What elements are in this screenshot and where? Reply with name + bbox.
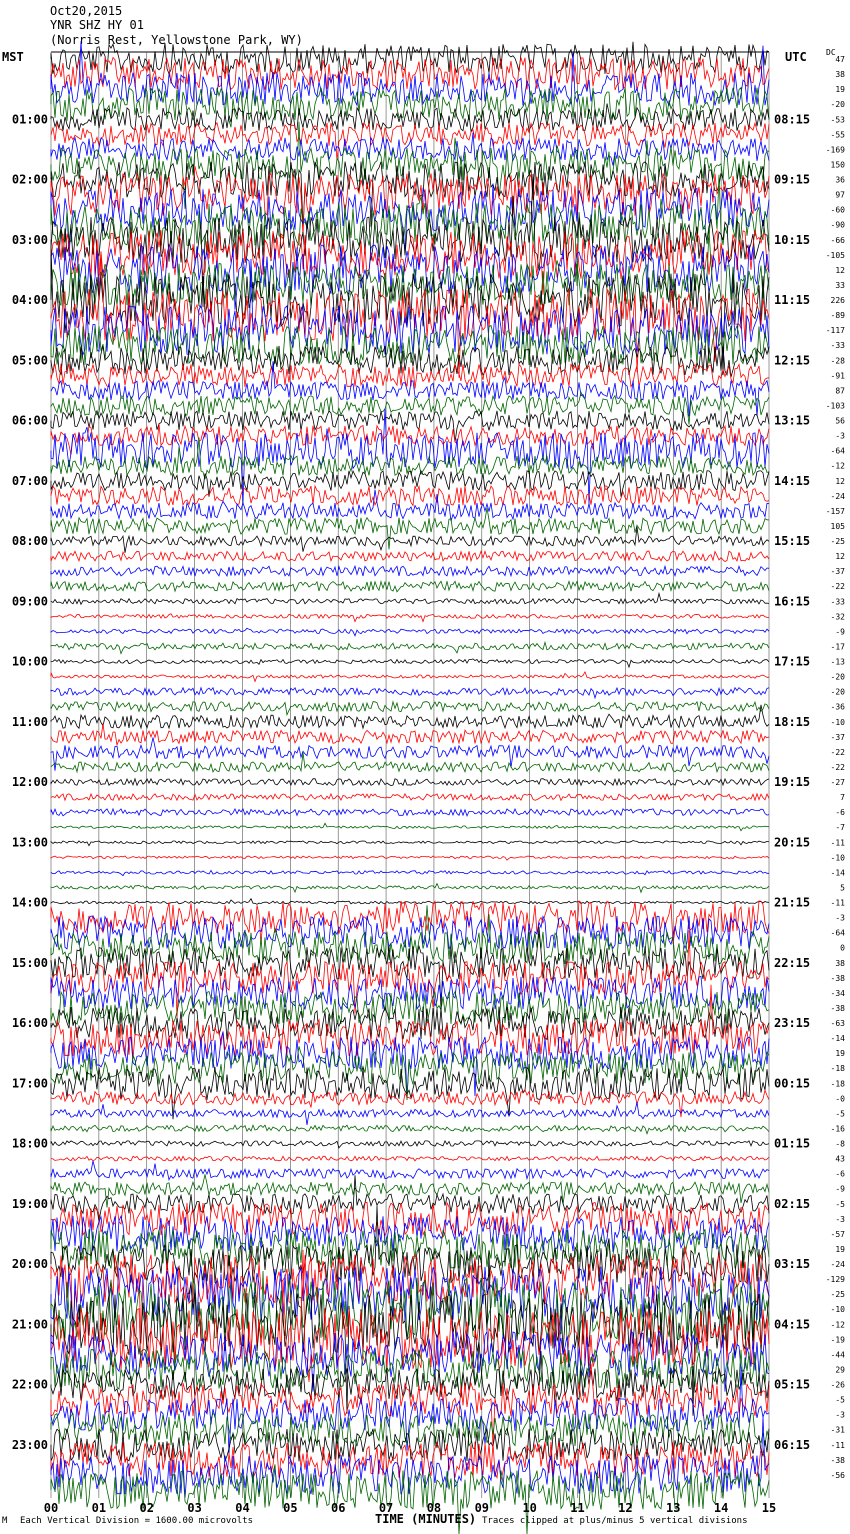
trace-row	[51, 122, 769, 209]
x-tick-label: 08	[426, 1501, 442, 1515]
utc-hour-label: 01:15	[774, 1136, 811, 1151]
trace-row	[51, 58, 769, 91]
dc-offset-label: -66	[830, 235, 845, 245]
utc-hour-label: 21:15	[774, 895, 811, 910]
dc-offset-label: -129	[825, 1275, 845, 1285]
dc-offset-label: -5	[835, 1199, 845, 1209]
dc-offset-title: DC	[826, 48, 836, 57]
dc-offset-label: 105	[830, 521, 845, 531]
dc-offset-label: -117	[825, 326, 845, 336]
trace-row	[51, 899, 769, 905]
mst-hour-label: 21:00	[11, 1317, 48, 1332]
dc-offset-label: -9	[835, 1184, 845, 1194]
x-tick-label: 03	[187, 1501, 202, 1515]
dc-offset-label: -3	[835, 913, 845, 923]
x-tick-label: 04	[235, 1501, 250, 1515]
mst-hour-label: 23:00	[11, 1437, 48, 1452]
dc-offset-label: -5	[835, 1109, 845, 1119]
mst-hour-label: 02:00	[11, 172, 48, 187]
dc-offset-label: -27	[830, 778, 845, 787]
utc-hour-label: 18:15	[774, 714, 811, 729]
dc-offset-label: -22	[830, 747, 845, 757]
utc-hour-label: 10:15	[774, 232, 811, 247]
trace-row	[51, 42, 769, 74]
x-tick-label: 11	[570, 1501, 585, 1515]
trace-row	[51, 1161, 769, 1180]
utc-hour-label: 02:15	[774, 1196, 811, 1211]
dc-offset-label: -37	[830, 567, 845, 577]
station-code: YNR SHZ HY 01	[50, 18, 144, 32]
dc-offset-label: -7	[835, 823, 845, 833]
dc-offset-label: -26	[830, 1380, 845, 1390]
dc-offset-label: -25	[830, 1290, 845, 1300]
utc-hour-label: 16:15	[774, 594, 811, 609]
dc-offset-label: -12	[830, 1320, 845, 1330]
dc-offset-label: -12	[830, 461, 845, 471]
dc-offset-label: -5	[835, 1395, 845, 1405]
mst-hour-label: 07:00	[11, 473, 48, 488]
dc-offset-label: -0	[835, 1094, 845, 1104]
dc-offset-label: -33	[830, 341, 845, 351]
trace-row	[51, 471, 769, 497]
mst-hour-label: 09:00	[11, 594, 48, 609]
utc-hour-label: 20:15	[774, 835, 811, 850]
trace-row	[51, 581, 769, 592]
trace-row	[51, 527, 769, 553]
utc-hour-label: 08:15	[774, 112, 811, 127]
utc-hour-label: 22:15	[774, 955, 811, 970]
dc-offset-label: -22	[830, 762, 845, 772]
trace-row	[51, 614, 769, 622]
utc-hour-label: 14:15	[774, 473, 811, 488]
dc-offset-label: -31	[830, 1425, 845, 1435]
mst-hour-label: 05:00	[11, 353, 48, 368]
dc-offset-label: -11	[830, 898, 845, 908]
mst-hour-label: 14:00	[11, 895, 48, 910]
mst-hour-label: 10:00	[11, 654, 48, 669]
trace-row	[51, 408, 769, 503]
dc-offset-label: 36	[835, 175, 845, 185]
dc-offset-label: 38	[835, 70, 845, 80]
mst-hour-label: 16:00	[11, 1016, 48, 1030]
utc-hour-label: 17:15	[774, 654, 811, 669]
trace-row	[51, 628, 769, 636]
utc-hour-label: 23:15	[774, 1016, 811, 1030]
dc-offset-label: -20	[830, 100, 845, 110]
x-tick-label: 10	[522, 1501, 537, 1515]
trace-row	[51, 702, 769, 715]
trace-row	[51, 1350, 769, 1389]
dc-offset-label: 47	[835, 55, 845, 64]
trace-row	[51, 856, 769, 860]
mst-hour-label: 03:00	[11, 232, 48, 247]
utc-hour-label: 19:15	[774, 775, 811, 789]
dc-offset-label: -25	[830, 537, 845, 546]
x-tick-label: 12	[618, 1501, 633, 1515]
mst-hour-label: 22:00	[11, 1377, 48, 1392]
dc-offset-label: -6	[835, 808, 845, 818]
trace-row	[51, 659, 769, 667]
mst-hour-label: 19:00	[11, 1196, 48, 1211]
left-axis-title: MST	[2, 50, 24, 64]
dc-offset-label: -64	[830, 446, 845, 456]
dc-offset-label: -157	[825, 506, 845, 516]
dc-offset-label: -64	[830, 928, 845, 938]
dc-offset-label: -90	[830, 220, 845, 230]
x-tick-label: 09	[474, 1501, 490, 1515]
dc-offset-label: -24	[830, 491, 845, 501]
scale-note: Each Vertical Division = 1600.00 microvolts	[20, 1516, 253, 1526]
utc-hour-label: 05:15	[774, 1377, 811, 1392]
dc-offset-label: 56	[835, 416, 845, 426]
dc-offset-label: -33	[830, 597, 845, 607]
trace-row	[51, 424, 769, 455]
dc-offset-label: -56	[830, 1470, 845, 1480]
dc-offset-label: -91	[830, 371, 845, 381]
dc-offset-label: -11	[830, 838, 845, 848]
x-tick-label: 06	[330, 1501, 346, 1515]
mst-hour-label: 11:00	[11, 714, 48, 729]
dc-offset-label: 12	[835, 476, 845, 486]
dc-offset-label: -89	[830, 311, 845, 321]
utc-hour-label: 15:15	[774, 534, 811, 548]
dc-offset-label: 5	[840, 883, 845, 893]
trace-row	[51, 841, 769, 846]
dc-offset-label: -105	[825, 250, 845, 260]
utc-hour-label: 04:15	[774, 1317, 811, 1332]
dc-offset-label: -10	[830, 717, 845, 727]
dc-offset-label: -14	[830, 868, 845, 878]
dc-offset-label: -10	[830, 853, 845, 863]
mst-hour-label: 08:00	[11, 534, 48, 548]
utc-hour-label: 12:15	[774, 353, 811, 368]
mst-hour-label: 13:00	[11, 835, 48, 850]
x-tick-label: 15	[761, 1501, 777, 1515]
trace-row	[51, 1428, 769, 1463]
x-tick-label: 14	[713, 1501, 729, 1515]
dc-offset-label: -32	[830, 612, 845, 622]
dc-offset-label: 29	[835, 1365, 845, 1375]
trace-row	[51, 870, 769, 875]
utc-hour-label: 11:15	[774, 293, 811, 307]
dc-offset-label: -57	[830, 1229, 845, 1239]
trace-row	[51, 1141, 769, 1148]
dc-offset-label: -19	[830, 1335, 845, 1345]
trace-row	[51, 823, 769, 830]
mst-hour-label: 06:00	[11, 413, 48, 428]
dc-offset-label: 150	[830, 160, 845, 170]
dc-offset-label: -22	[830, 582, 845, 592]
trace-row	[51, 566, 769, 576]
trace-row	[51, 992, 769, 1027]
x-tick-label: 01	[91, 1501, 107, 1515]
trace-row	[51, 723, 769, 745]
trace-row	[51, 779, 769, 786]
dc-offset-label: -53	[830, 115, 845, 125]
trace-row	[51, 1174, 769, 1207]
trace-row	[51, 490, 769, 522]
dc-offset-label: -36	[830, 702, 845, 712]
dc-offset-label: -60	[830, 205, 845, 215]
dc-offset-label: -24	[830, 1260, 845, 1269]
trace-row	[51, 325, 769, 367]
dc-offset-label: 43	[835, 1154, 845, 1164]
dc-offset-label: -8	[835, 1139, 845, 1149]
trace-row	[51, 884, 769, 893]
trace-row	[51, 551, 769, 561]
dc-offset-label: 19	[835, 1244, 845, 1254]
dc-offset-label: -44	[830, 1350, 845, 1360]
mst-hour-label: 15:00	[11, 955, 48, 970]
trace-row	[51, 1125, 769, 1134]
dc-offset-label: -38	[830, 1455, 845, 1465]
dc-offset-label: -37	[830, 732, 845, 742]
trace-row	[51, 1156, 769, 1161]
dc-offset-label: -16	[830, 1124, 845, 1134]
trace-row	[51, 594, 769, 605]
x-axis-title: TIME (MINUTES)	[375, 1512, 477, 1526]
dc-offset-label: -169	[825, 145, 845, 155]
dc-offset-label: -20	[830, 687, 845, 697]
dc-offset-label: -6	[835, 1169, 845, 1179]
trace-row	[51, 753, 769, 772]
dc-offset-label: 19	[835, 1049, 845, 1059]
trace-row	[51, 1175, 769, 1221]
dc-offset-label: 87	[835, 386, 845, 396]
x-tick-label: 07	[378, 1501, 394, 1515]
x-tick-label: 13	[666, 1501, 681, 1515]
dc-offset-label: 226	[830, 296, 845, 305]
utc-hour-label: 06:15	[774, 1437, 811, 1452]
trace-group	[51, 41, 769, 1534]
dc-offset-label: -17	[830, 642, 845, 652]
dc-offset-label: 7	[840, 793, 845, 803]
dc-offset-label: 12	[835, 552, 845, 562]
trace-row	[51, 642, 769, 653]
x-tick-label: 00	[43, 1501, 59, 1515]
chart-date: Oct20,2015	[50, 4, 123, 18]
trace-row	[51, 486, 769, 506]
trace-row	[51, 1364, 769, 1447]
utc-hour-label: 00:15	[774, 1076, 811, 1091]
dc-offset-label: -9	[835, 627, 845, 637]
mst-hour-label: 01:00	[11, 112, 48, 127]
x-tick-label: 02	[139, 1501, 154, 1515]
trace-row	[51, 809, 769, 816]
mst-hour-label: 17:00	[11, 1076, 48, 1091]
mst-hour-label: 12:00	[11, 775, 48, 789]
dc-offset-label: -10	[830, 1305, 845, 1315]
mst-hour-label: 04:00	[11, 293, 48, 307]
dc-offset-label: 0	[840, 943, 845, 953]
trace-row	[51, 688, 769, 698]
right-axis-title: UTC	[785, 50, 807, 64]
utc-hour-label: 13:15	[774, 413, 811, 428]
dc-offset-label: -13	[830, 657, 845, 667]
utc-hour-label: 09:15	[774, 172, 811, 187]
dc-offset-label: -55	[830, 130, 845, 140]
dc-offset-label: -38	[830, 973, 845, 983]
trace-row	[51, 794, 769, 801]
station-location: (Norris Rest, Yellowstone Park, WY)	[50, 33, 303, 47]
mst-hour-label: 20:00	[11, 1257, 48, 1271]
dc-offset-label: -34	[830, 988, 845, 998]
dc-offset-label: 19	[835, 85, 845, 95]
dc-offset-label: 38	[835, 958, 845, 968]
dc-offset-label: -3	[835, 431, 845, 441]
dc-offset-label: -38	[830, 1003, 845, 1013]
trace-row	[51, 1102, 769, 1125]
corner-mark: M	[2, 1516, 8, 1526]
dc-offset-label: -103	[825, 401, 845, 411]
dc-offset-label: -63	[830, 1019, 845, 1028]
dc-offset-label: 97	[835, 190, 845, 200]
dc-offset-label: 12	[835, 265, 845, 275]
dc-offset-label: -18	[830, 1064, 845, 1074]
utc-hour-label: 03:15	[774, 1257, 811, 1271]
trace-row	[51, 1442, 769, 1481]
dc-offset-label: -11	[830, 1440, 845, 1450]
trace-row	[51, 672, 769, 682]
dc-offset-label: -14	[830, 1034, 845, 1044]
dc-offset-label: -3	[835, 1410, 845, 1420]
dc-offset-label: 33	[835, 280, 845, 290]
x-tick-label: 05	[283, 1501, 298, 1515]
clip-note: Traces clipped at plus/minus 5 vertical divisions	[482, 1516, 748, 1526]
dc-offset-label: -3	[835, 1214, 845, 1224]
dc-offset-label: -18	[830, 1079, 845, 1089]
dc-offset-label: -20	[830, 672, 845, 682]
trace-row	[51, 705, 769, 728]
dc-offset-label: -28	[830, 356, 845, 366]
mst-hour-label: 18:00	[11, 1136, 48, 1151]
trace-row	[51, 392, 769, 424]
